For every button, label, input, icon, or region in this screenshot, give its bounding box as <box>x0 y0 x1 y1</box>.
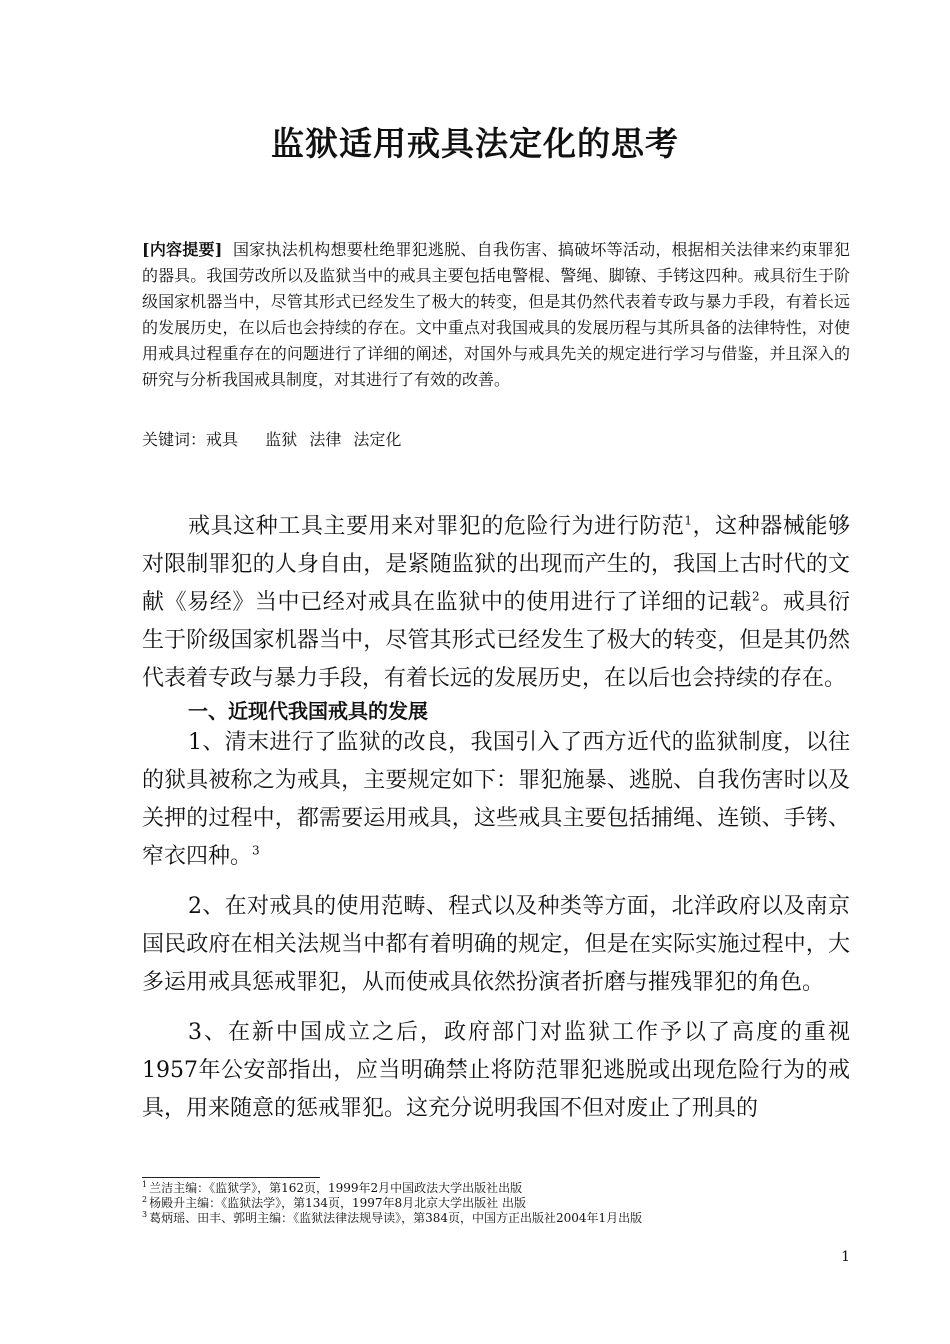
footnote-ref-1[interactable]: 1 <box>684 513 693 528</box>
footnote-item <box>142 1181 850 1196</box>
paragraph-intro <box>142 508 850 698</box>
abstract-label: [内容提要] <box>142 240 223 259</box>
paragraph-text: 。戒具衍生于阶级国家机器当中，尽管其形式已经发生了极大的转变，但是其仍然代表着专政与暴力手段，有着长远的发展历史，在以后也会持续的存在。 <box>142 590 850 691</box>
page-number: 1 <box>841 1249 850 1265</box>
paragraph-text: ，这种器械能够对限制罪犯的人身自由，是紧随监狱的出现而产生的，我国上古时代的文献《易经》当中已经对戒具在监狱中的使用进行了详细的记载 <box>142 514 850 615</box>
keyword-item: 法定化 <box>353 430 402 449</box>
keyword-item: 法律 <box>309 430 342 449</box>
footnote-number: 3 <box>142 1210 148 1219</box>
footnotes <box>142 1181 850 1226</box>
footnote-item <box>142 1211 850 1226</box>
footnote-divider <box>142 1177 320 1178</box>
document-title: 监狱适用戒具法定化的思考 <box>271 124 679 163</box>
footnote-ref-2[interactable]: 2 <box>751 589 760 604</box>
section-heading: 一、近现代我国戒具的发展 <box>188 699 428 723</box>
footnote-text: 葛炳瑶、田丰、郭明主编：《监狱法律法规导读》，第384页，中国方正出版社2004年1月出版 <box>149 1211 643 1225</box>
footnote-item <box>142 1196 850 1211</box>
abstract-text: 国家执法机构想要杜绝罪犯逃脱、自我伤害、搞破坏等活动，根据相关法律来约束罪犯的器具。我国劳改所以及监狱当中的戒具主要包括电警棍、警绳、脚镣、手铐这四种。戒具衍生于阶级国家机器当中，尽管其形式已经发生了极大的转变，但是其仍然代表着专政与暴力手段，有着长远的发展历史，在以后也会持续的存在。文中重点对我国戒具的发展历程与其所具备的法律特性，对使用戒具过程重存在的问题进行了详细的阐述，对国外与戒具先关的规定进行学习与借鉴，并且深入的研究与分析我国戒具制度，对其进行了有效的改善。 <box>142 240 850 389</box>
paragraph-text: 1、清末进行了监狱的改良，我国引入了西方近代的监狱制度，以往的狱具被称之为戒具，主要规定如下：罪犯施暴、逃脱、自我伤害时以及关押的过程中，都需要运用戒具，这些戒具主要包括捕绳、连锁、手铐、窄衣四种。 <box>142 730 850 869</box>
paragraph-item-1 <box>142 724 850 876</box>
keyword-item: 戒具 <box>206 430 239 449</box>
footnote-number: 1 <box>142 1180 148 1189</box>
footnote-text: 杨殿升主编：《监狱法学》，第134页，1997年8月北京大学出版社 出版 <box>149 1196 526 1210</box>
paragraph-item-2: 2、在对戒具的使用范畴、程式以及种类等方面，北洋政府以及南京国民政府在相关法规当中都有着明确的规定，但是在实际实施过程中，大多运用戒具惩戒罪犯，从而使戒具依然扮演者折磨与摧残罪犯的角色。 <box>142 894 850 995</box>
abstract <box>142 237 850 393</box>
footnote-number: 2 <box>142 1195 148 1204</box>
keyword-item: 监狱 <box>265 430 298 449</box>
paragraph-item-3: 3、在新中国成立之后，政府部门对监狱工作予以了高度的重视1957年公安部指出，应当明确禁止将防范罪犯逃脱或出现危险行为的戒具，用来随意的惩戒罪犯。这充分说明我国不但对废止了刑具的 <box>142 1020 850 1121</box>
paragraph-text: 戒具这种工具主要用来对罪犯的危险行为进行防范 <box>188 514 685 539</box>
keywords <box>142 427 850 453</box>
body-text <box>142 508 850 1128</box>
keywords-label: 关键词： <box>142 430 207 449</box>
footnote-text: 兰洁主编：《监狱学》，第162页，1999年2月中国政法大学出版社出版 <box>149 1181 523 1195</box>
footnote-ref-3[interactable]: 3 <box>252 843 260 858</box>
